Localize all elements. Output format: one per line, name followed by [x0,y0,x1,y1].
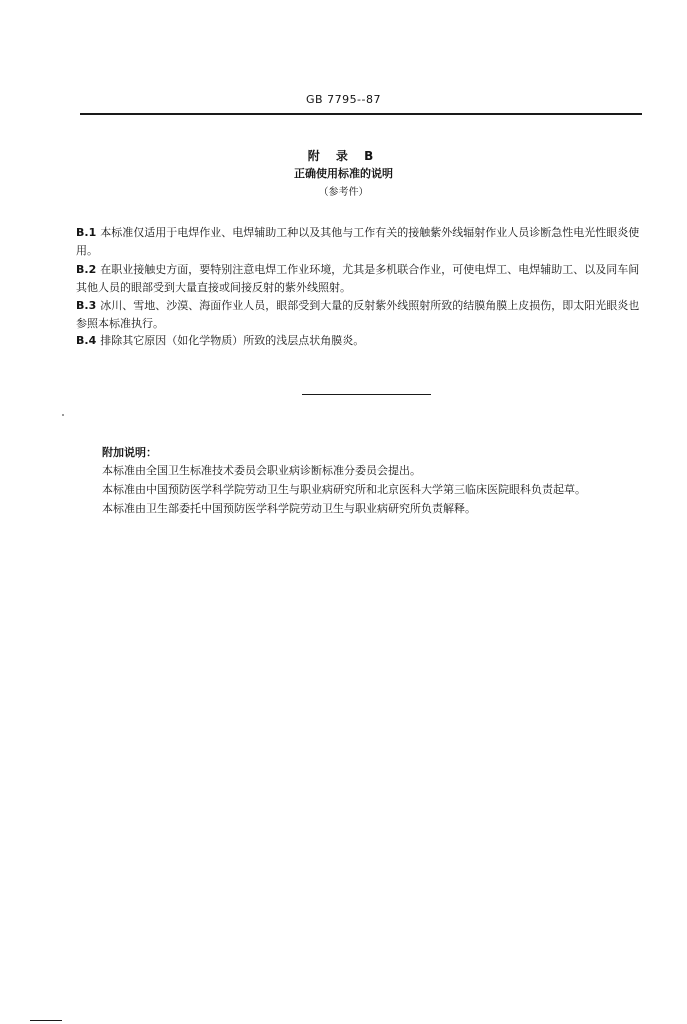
clause-number: B.2 [76,263,97,276]
clause-b4 [76,332,642,350]
section-divider [302,394,431,395]
clause-text: 排除其它原因（如化学物质）所致的浅层点状角膜炎。 [100,334,365,347]
appendix-subtitle: 正确使用标准的说明 [294,167,393,180]
standard-code-header: GB 7795--87 [306,93,381,106]
clause-number: B.3 [76,299,97,312]
additional-notes-body [76,461,642,518]
additional-note-paragraph: 本标准由中国预防医学科学院劳动卫生与职业病研究所和北京医科大学第三临床医院眼科负责起草。 [102,483,586,496]
clause-text: 在职业接触史方面，要特别注意电焊工作业环境，尤其是多机联合作业，可使电焊工、电焊辅助工、以及同车间其他人员的眼部受到大量直接或间接反射的紫外线照射。 [76,263,640,294]
additional-note-paragraph: 本标准由全国卫生标准技术委员会职业病诊断标准分委员会提出。 [102,464,421,477]
scan-speck [62,414,64,416]
clause-b1 [76,224,642,260]
clause-b2 [76,261,642,297]
additional-notes-heading: 附加说明： [102,446,157,459]
additional-note-paragraph: 本标准由卫生部委托中国预防医学科学院劳动卫生与职业病研究所负责解释。 [102,502,476,515]
appendix-title: 附 录 B [307,149,380,163]
page-corner-mark [30,1020,62,1021]
clause-number: B.1 [76,226,97,239]
clause-text: 本标准仅适用于电焊作业、电焊辅助工种以及其他与工作有关的接触紫外线辐射作业人员诊断急性电光性眼炎使用。 [76,226,640,257]
clause-number: B.4 [76,334,97,347]
header-rule [80,113,642,115]
clause-text: 冰川、雪地、沙漠、海面作业人员，眼部受到大量的反射紫外线照射所致的结膜角膜上皮损伤，即太阳光眼炎也参照本标准执行。 [76,299,640,330]
clause-b3 [76,297,642,333]
appendix-type: （参考件） [318,187,369,198]
